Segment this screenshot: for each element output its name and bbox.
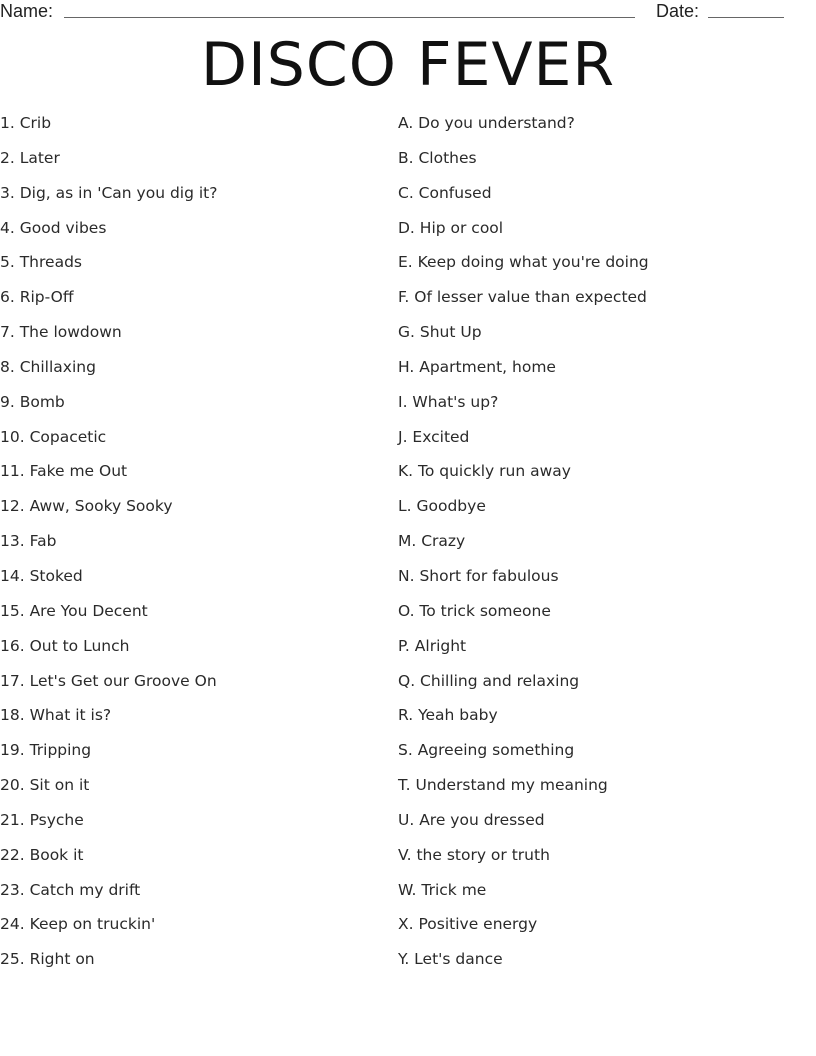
answer-item: P. Alright: [398, 636, 467, 655]
clue-item: 11. Fake me Out: [0, 462, 128, 481]
answer-item: C. Confused: [398, 183, 492, 202]
clue-item: 25. Right on: [0, 950, 95, 969]
clue-item: 18. What it is?: [0, 706, 112, 725]
clue-item: 21. Psyche: [0, 810, 84, 829]
clue-item: 22. Book it: [0, 845, 84, 864]
answer-item: S. Agreeing something: [398, 741, 575, 760]
clue-item: 5. Threads: [0, 253, 82, 272]
name-field[interactable]: [64, 17, 635, 18]
worksheet-header: [0, 0, 816, 24]
answer-item: U. Are you dressed: [398, 810, 545, 829]
clue-item: 24. Keep on truckin': [0, 915, 156, 934]
answer-item: A. Do you understand?: [398, 114, 575, 132]
answer-item: O. To trick someone: [398, 601, 551, 620]
clue-item: 12. Aww, Sooky Sooky: [0, 497, 173, 516]
page-title: DISCO FEVER: [200, 30, 616, 100]
clue-item: 15. Are You Decent: [0, 601, 148, 620]
answer-item: H. Apartment, home: [398, 357, 556, 376]
clue-item: 9. Bomb: [0, 392, 65, 411]
answers-column: [398, 111, 808, 982]
answer-item: J. Excited: [398, 427, 470, 446]
answer-item: L. Goodbye: [398, 497, 486, 516]
answer-item: B. Clothes: [398, 148, 477, 167]
clue-item: 10. Copacetic: [0, 427, 107, 446]
answer-item: V. the story or truth: [398, 845, 550, 864]
clue-item: 8. Chillaxing: [0, 357, 96, 376]
answer-item: R. Yeah baby: [398, 706, 498, 725]
clue-item: 14. Stoked: [0, 566, 83, 585]
answer-item: N. Short for fabulous: [398, 566, 559, 585]
clue-item: 17. Let's Get our Groove On: [0, 671, 217, 690]
clue-item: 23. Catch my drift: [0, 880, 141, 899]
answer-item: M. Crazy: [398, 532, 466, 551]
answer-item: X. Positive energy: [398, 915, 538, 934]
clue-item: 3. Dig, as in 'Can you dig it?: [0, 183, 218, 202]
clue-item: 7. The lowdown: [0, 323, 122, 342]
clue-item: 16. Out to Lunch: [0, 636, 130, 655]
clue-item: 19. Tripping: [0, 741, 92, 760]
answer-item: K. To quickly run away: [398, 462, 571, 481]
answer-item: W. Trick me: [398, 880, 487, 899]
clue-item: 13. Fab: [0, 532, 57, 551]
clue-item: 2. Later: [0, 148, 60, 167]
clues-column: [0, 111, 390, 982]
clue-item: 6. Rip-Off: [0, 288, 74, 307]
answer-item: Q. Chilling and relaxing: [398, 671, 580, 690]
clue-item: 20. Sit on it: [0, 776, 90, 795]
date-label: Date:: [656, 1, 700, 21]
answer-item: G. Shut Up: [398, 323, 482, 342]
answer-item: Y. Let's dance: [398, 950, 503, 969]
answer-item: F. Of lesser value than expected: [398, 288, 647, 307]
answer-item: I. What's up?: [398, 392, 499, 411]
clue-item: 1. Crib: [0, 114, 52, 132]
answer-item: D. Hip or cool: [398, 218, 504, 237]
clue-item: 4. Good vibes: [0, 218, 107, 237]
date-field[interactable]: [708, 17, 784, 18]
answer-item: E. Keep doing what you're doing: [398, 253, 649, 272]
name-label: Name:: [0, 1, 54, 21]
answer-item: T. Understand my meaning: [398, 776, 608, 795]
